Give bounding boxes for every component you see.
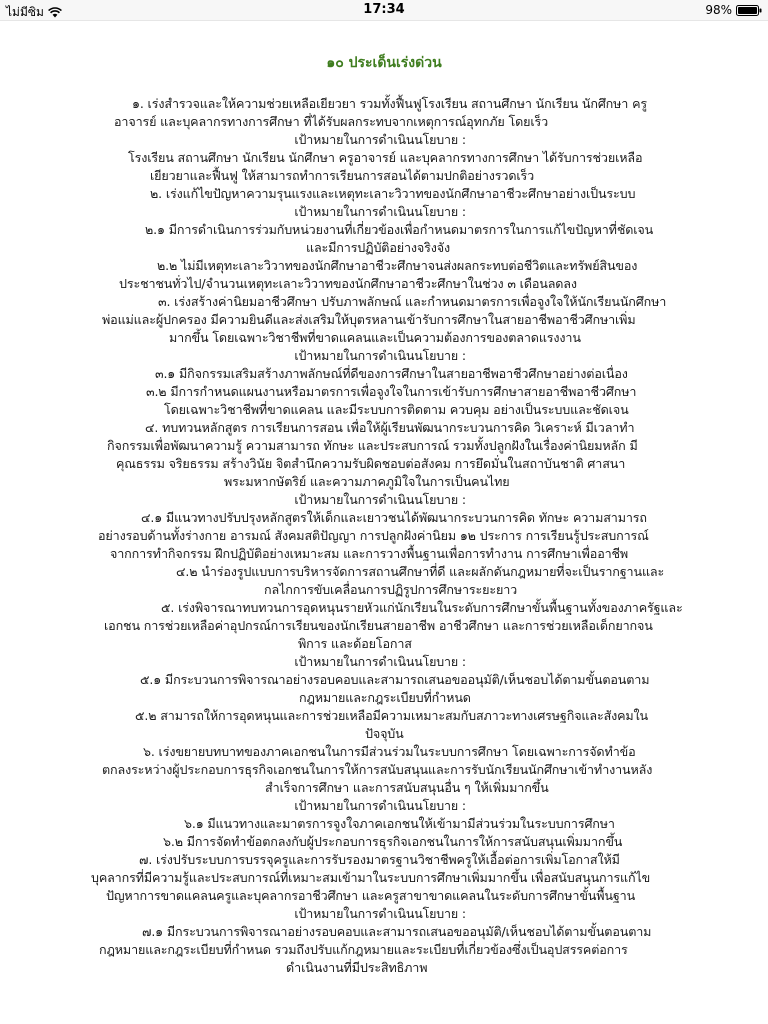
paragraph-line: ประชาชนทั่วไป/จำนวนเหตุทะเลาะวิวาทของนักศึกษาอาชีวะศึกษาในช่วง ๓ เดือนลดลง xyxy=(119,276,577,291)
paragraph-line: เอกชน การช่วยเหลือค่าอุปกรณ์การเรียนของนักเรียนสายอาชีพ อาชีวศึกษา และการช่วยเหลือเด็กยากจน xyxy=(104,618,653,633)
goal-heading: เป้าหมายในการดำเนินนโยบาย : xyxy=(294,798,466,813)
paragraph-line: ๒. เร่งแก้ไขปัญหาความรุนแรงและเหตุทะเลาะวิวาทของนักศึกษาอาชีวะศึกษาอย่างเป็นระบบ xyxy=(150,186,636,201)
paragraph-line: ๕.๑ มีกระบวนการพิจารณาอย่างรอบคอบและสามารถเสนอขออนุมัติ/เห็นชอบได้ตามขั้นตอนตาม xyxy=(140,672,650,687)
paragraph-line: ตกลงระหว่างผู้ประกอบการธุรกิจเอกชนในการให้การสนับสนุนและการรับนักเรียนนักศึกษาเข้าทำงานหลัง xyxy=(102,762,653,777)
paragraph-line: โรงเรียน สถานศึกษา นักเรียน นักศึกษา ครูอาจารย์ และบุคลากรทางการศึกษา ได้รับการช่วยเหลือ xyxy=(128,150,643,165)
paragraph-line: ๔. ทบทวนหลักสูตร การเรียนการสอน เพื่อให้ผู้เรียนพัฒนากระบวนการคิด วิเคราะห์ มีเวลาทำ xyxy=(145,420,635,435)
paragraph-line: ๑. เร่งสำรวจและให้ความช่วยเหลือเยียวยา รวมทั้งฟื้นฟูโรงเรียน สถานศึกษา นักเรียน นักศึกษา ครู xyxy=(132,96,647,111)
goal-heading: เป้าหมายในการดำเนินนโยบาย : xyxy=(294,654,466,669)
paragraph-line: มากขึ้น โดยเฉพาะวิชาชีพที่ขาดแคลนและเป็นความต้องการของตลาดแรงงาน xyxy=(169,330,581,345)
paragraph-line: ๔.๑ มีแนวทางปรับปรุงหลักสูตรให้เด็กและเยาวชนได้พัฒนากระบวนการคิด ทักษะ ความสามารถ xyxy=(141,510,647,525)
paragraph-line: สำเร็จการศึกษา และการสนับสนุนอื่น ๆ ให้เพิ่มมากขึ้น xyxy=(265,780,549,795)
document-view[interactable] xyxy=(0,20,768,1024)
paragraph-line: ๓. เร่งสร้างค่านิยมอาชีวศึกษา ปรับภาพลักษณ์ และกำหนดมาตรการเพื่อจูงใจให้นักเรียนนักศึกษา xyxy=(158,294,667,309)
paragraph-line: ปัญหาการขาดแคลนครูและบุคลากรอาชีวศึกษา และครูสาขาขาดแคลนในระดับการศึกษาขั้นพื้นฐาน xyxy=(106,888,636,903)
paragraph-line: อาจารย์ และบุคลากรทางการศึกษา ที่ได้รับผลกระทบจากเหตุการณ์อุทกภัย โดยเร็ว xyxy=(114,114,549,129)
paragraph-line: ๗.๑ มีกระบวนการพิจารณาอย่างรอบคอบและสามารถเสนอขออนุมัติ/เห็นชอบได้ตามขั้นตอนตาม xyxy=(142,924,652,939)
clock: 17:34 xyxy=(363,2,405,17)
paragraph-line: และมีการปฏิบัติอย่างจริงจัง xyxy=(306,240,450,255)
paragraph-line: ปัจจุบัน xyxy=(365,726,404,741)
goal-heading: เป้าหมายในการดำเนินนโยบาย : xyxy=(294,492,466,507)
paragraph-line: โดยเฉพาะวิชาชีพที่ขาดแคลน และมีระบบการติดตาม ควบคุม อย่างเป็นระบบและชัดเจน xyxy=(164,402,629,417)
paragraph-line: ๓.๒ มีการกำหนดแผนงานหรือมาตรการเพื่อจูงใจในการเข้ารับการศึกษาสายอาชีพอาชีวศึกษา xyxy=(146,384,637,399)
paragraph-line: คุณธรรม จริยธรรม สร้างวินัย จิตสำนึกความรับผิดชอบต่อสังคม การยึดมั่นในสถาบันชาติ ศาสนา xyxy=(116,456,626,471)
carrier-label: ไม่มีซิม xyxy=(6,5,44,19)
goal-heading: เป้าหมายในการดำเนินนโยบาย : xyxy=(294,906,466,921)
paragraph-line: ๒.๒ ไม่มีเหตุทะเลาะวิวาทของนักศึกษาอาชีวะศึกษาจนส่งผลกระทบต่อชีวิตและทรัพย์สินของ xyxy=(157,258,638,273)
paragraph-line: ดำเนินงานที่มีประสิทธิภาพ xyxy=(286,960,428,975)
battery-percent: 98% xyxy=(705,3,732,17)
paragraph-line: พิการ และด้อยโอกาส xyxy=(298,636,412,651)
paragraph-line: กลไกการขับเคลื่อนการปฏิรูปการศึกษาระยะยาว xyxy=(264,582,518,597)
paragraph-line: ๗. เร่งปรับระบบการบรรจุครูและการรับรองมาตรฐานวิชาชีพครูให้เอื้อต่อการเพิ่มโอกาสให้มี xyxy=(139,852,620,867)
paragraph-line: เยียวยาและฟื้นฟู ให้สามารถทำการเรียนการสอนได้ตามปกติอย่างรวดเร็ว xyxy=(150,168,535,183)
paragraph-line: กฎหมายและกฎระเบียบที่กำหนด xyxy=(299,690,471,705)
paragraph-line: กฎหมายและกฎระเบียบที่กำหนด รวมถึงปรับแก้กฎหมายและระเบียบที่เกี่ยวข้องซึ่งเป็นอุปสรรคต่อการ xyxy=(99,942,628,957)
goal-heading: เป้าหมายในการดำเนินนโยบาย : xyxy=(294,348,466,363)
goal-heading: เป้าหมายในการดำเนินนโยบาย : xyxy=(294,132,466,147)
paragraph-line: ๕.๒ สามารถให้การอุดหนุนและการช่วยเหลือมีความเหมาะสมกับสภาวะทางเศรษฐกิจและสังคมใน xyxy=(135,708,649,723)
paragraph-line: ๓.๑ มีกิจกรรมเสริมสร้างภาพลักษณ์ที่ดีของการศึกษาในสายอาชีพอาชีวศึกษาอย่างต่อเนื่อง xyxy=(155,366,628,381)
paragraph-line: ๖.๑ มีแนวทางและมาตรการจูงใจภาคเอกชนให้เข้ามามีส่วนร่วมในระบบการศึกษา xyxy=(184,816,615,831)
paragraph-line: ๔.๒ นำร่องรูปแบบการบริหารจัดการสถานศึกษาที่ดี และผลักดันกฎหมายที่จะเป็นรากฐานและ xyxy=(176,564,665,579)
paragraph-line: กิจกรรมเพื่อพัฒนาความรู้ ความสามารถ ทักษะ และประสบการณ์ รวมทั้งปลูกฝังในเรื่องค่านิยมหลัก มี xyxy=(107,438,638,453)
paragraph-line: ๖. เร่งขยายบทบาทของภาคเอกชนในการมีส่วนร่วมในระบบการศึกษา โดยเฉพาะการจัดทำข้อ xyxy=(143,744,636,759)
paragraph-line: จากการทำกิจกรรม ฝึกปฏิบัติอย่างเหมาะสม และการวางพื้นฐานเพื่อการทำงาน การศึกษาเพื่ออาชีพ xyxy=(110,546,629,561)
paragraph-line: ๖.๒ มีการจัดทำข้อตกลงกับผู้ประกอบการธุรกิจเอกชนในการให้การสนับสนุนเพิ่มมากขึ้น xyxy=(163,834,623,849)
document-title: ๑๐ ประเด็นเร่งด่วน xyxy=(326,55,442,71)
paragraph-line: พ่อแม่และผู้ปกครอง มีความยินดีและส่งเสริมให้บุตรหลานเข้ารับการศึกษาในสายอาชีพอาชีวศึกษาเพิ่ม xyxy=(102,312,636,327)
paragraph-line: บุคลากรที่มีความรู้และประสบการณ์ที่เหมาะสมเข้ามาในระบบการศึกษาเพิ่มมากขึ้น เพื่อสนับสนุนการแก้ไข xyxy=(91,870,651,885)
paragraph-line: พระมหากษัตริย์ และความภาคภูมิใจในการเป็นคนไทย xyxy=(224,474,510,489)
paragraph-line: อย่างรอบด้านทั้งร่างกาย อารมณ์ สังคมสติปัญญา การปลูกฝังค่านิยม ๑๒ ประการ การเรียนรู้ประสบการณ์ xyxy=(98,528,649,543)
battery-group xyxy=(705,3,762,17)
battery-icon xyxy=(736,5,762,16)
paragraph-line: ๕. เร่งพิจารณาทบทวนการอุดหนุนรายหัวแก่นักเรียนในระดับการศึกษาขั้นพื้นฐานทั้งของภาครัฐและ xyxy=(161,600,683,615)
paragraph-line: ๒.๑ มีการดำเนินการร่วมกับหน่วยงานที่เกี่ยวข้องเพื่อกำหนดมาตรการในการแก้ไขปัญหาที่ชัดเจน xyxy=(145,222,654,237)
status-bar xyxy=(0,0,768,21)
goal-heading: เป้าหมายในการดำเนินนโยบาย : xyxy=(294,204,466,219)
